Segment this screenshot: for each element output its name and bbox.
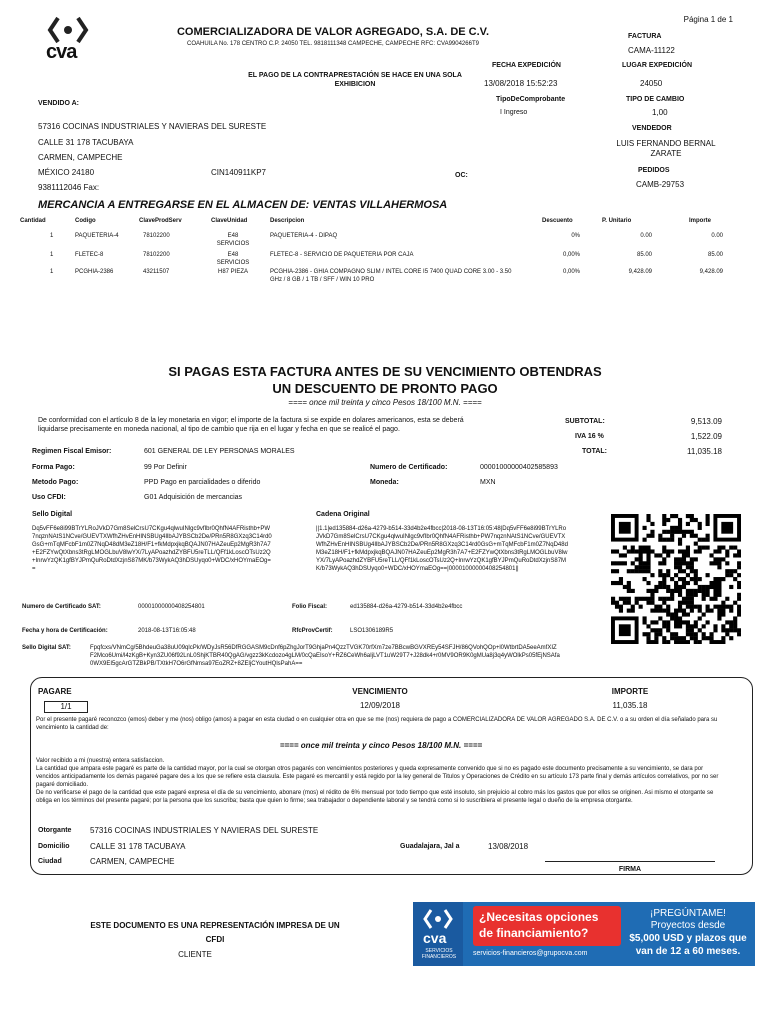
ad-email: servicios-financieros@grupocva.com <box>473 950 588 957</box>
total-label: TOTAL: <box>582 448 608 455</box>
cliente-phone: 9381112046 Fax: <box>38 183 100 192</box>
tipo-cambio-value: 1,00 <box>652 108 668 117</box>
sello-sat-text: Fpqfcxs/VNmCg/5BhdeuGa38uU09qlcPk/WDyJsR56DfRGGASM9cDnf6pZhgJorT9GhjaPn4QzzTVGK70rfXm7ze7BBcwBGVXREy54SFJH/86QVohQOp+l0WtbrtDA5eeAmfXIZF2Mco6Umi/l4zKgB+Kyn3ZU06f92LnL0ShjKTBR40QgAG/vgzz3kKcdozo4gLM/0cQaEIsoY+RZ6CeWh6aIjLVT1uW29T7+J28dk4+r0MV9OR9K0gMUa8j3q4yWOlkPs05fEjNSAfa0WX9EI5gcArGTZBkPB/TXtkH7O6rGfNmsa97EoZRZ+8ZEljCYoutHQlsPahA== <box>90 645 560 667</box>
table-row: 1 PAQUETERIA-4 78102200 E48 SERVICIOS PAQUETERIA-4 - DIPAQ 0% 0.00 0.00 <box>50 233 723 247</box>
ad-r4: van de 12 a 60 meses. <box>635 946 741 957</box>
folio-label: Folio Fiscal: <box>292 604 328 610</box>
pagare-fecha: 13/08/2018 <box>488 842 529 851</box>
pagare-text4: De no verificarse el pago de la cantidad que este pagaré expresa el día de su vencimiento, abonare (mos) el rédito de 6% mensual por todo tiempo que esté insoluto, sin prejuicio al cobro más los gastos que por ellos se originen. Asi mismo el otorgante se obliga en los términos del presente pagaré; por la persona que los suscriba; basta que quien lo firme; sea trabajador o dependiente laboral y se tendrá como si lo suscribiera el presente legal o dueño de la empresa otorgante. <box>36 790 714 804</box>
pedidos-label: PEDIDOS <box>638 167 670 174</box>
importe-label: IMPORTE <box>611 687 649 696</box>
forma-value: 99 Por Definir <box>144 464 187 471</box>
metodo-label: Metodo Pago: <box>32 479 79 486</box>
cliente-rfc: CIN140911KP7 <box>211 168 266 177</box>
factura-value: CAMA-11122 <box>628 46 675 55</box>
pago-note: EL PAGO DE LA CONTRAPRESTACIÓN SE HACE EN UNA SOLA EXHIBICION <box>248 72 462 88</box>
regimen-value: 601 GENERAL DE LEY PERSONAS MORALES <box>144 448 295 455</box>
firma-label: FIRMA <box>618 866 642 873</box>
iva-label: IVA 16 % <box>575 433 604 440</box>
subtotal-value: 9,513.09 <box>690 417 722 426</box>
sello-sat-label: Sello Digital SAT: <box>22 645 71 651</box>
uso-value: G01 Adquisición de mercancias <box>144 494 243 501</box>
vendedor-value: LUIS FERNANDO BERNAL ZARATE <box>616 139 716 158</box>
col-descuento: Descuento <box>542 218 573 224</box>
table-row: 1 PCGHIA-2386 43211507 H87 PIEZA PCGHIA-2386 - GHIA COMPAGNO SLIM / INTEL CORE I5 7400 QUAD CORE 3.00 - 3.50 GHz / 8 GB / 1 TB / SFF / WIN 10 PRO 0,00% 9,428.09 9,428.09 <box>50 269 723 283</box>
importe-value: 11,035.18 <box>612 701 648 710</box>
ciudad-label: Ciudad <box>38 858 62 865</box>
pagare-lugar: Guadalajara, Jal a <box>400 843 460 850</box>
financing-ad <box>413 902 755 966</box>
tipo-cambio-label: TIPO DE CAMBIO <box>626 96 685 103</box>
fecha-cert-value: 2018-08-13T16:05:48 <box>138 628 196 634</box>
fecha-label: FECHA EXPEDICIÓN <box>492 62 561 69</box>
domicilio-value: CALLE 31 178 TACUBAYA <box>90 842 186 851</box>
col-clave: ClaveProdServ <box>139 218 182 224</box>
factura-label: FACTURA <box>628 33 662 40</box>
pagare-label: PAGARE <box>38 687 72 696</box>
cliente-city: CARMEN, CAMPECHE <box>38 153 123 162</box>
ad-r1: ¡PREGÚNTAME! <box>650 908 726 919</box>
forma-label: Forma Pago: <box>32 464 75 471</box>
cliente-name: 57316 COCINAS INDUSTRIALES Y NAVIERAS DEL SURESTE <box>38 122 267 131</box>
footer-line3: CLIENTE <box>178 950 212 959</box>
sello-text: Dq5vFF6e8i99BTrYLRoJVkD7Gm8SelCrsU7CKgu4qlwuINlgc9vfIbr0QhfN4AFRisthb+PW7nqznNAtS1NCve/GUEVTXWfhZHvEnHINSBUg4IlbAJYBSCb2De/PRn5R8GXzq3C14rd0GsG+mTqMFcbF1m0Z7NqD48dM3eZ18H/F1+fkMdpxjkqBQAJN07HAZeuEp2MgR3h7A7+E2FZYwQtXbns3tRgLMOGLbuV8lwYX/7LyAPoazhdZYBFU5reTLL/QFf1kLoscOTsUz2Q+InrwYzQK1gfBYJPmQuRoDtdXzjnS87MK/b73WykAQ3hDSUyqo0+WDC/xHOYmaEOg== <box>32 526 272 572</box>
cert-sat-label: Numero de Certificado SAT: <box>22 604 101 610</box>
lugar-value: 24050 <box>640 79 663 88</box>
ad-r2: Proyectos desde <box>650 920 726 931</box>
pagare-text3: La cantidad que ampara este pagaré es parte de la cantidad mayor, por la cual se otorgan otros pagarés con vencimientos posteriores y queda expresamente convenido que si no es pagado este documento precisamente a su vencimiento, se dara por vencidos anticipadamente los demás pagareé pagare des a los que se refiere esta clausula. Este pagaré es mercantil y está regido por la ley general de Titulos y Operaciones de Crédito en su artículo 173 parte final y demás artículos correlativos, por no ser pagaré domiciliado. <box>36 766 719 788</box>
domicilio-label: Domicilio <box>38 843 70 850</box>
iva-value: 1,522.09 <box>690 432 722 441</box>
cliente-street: CALLE 31 178 TACUBAYA <box>38 138 134 147</box>
otorgante-label: Otorgante <box>38 827 72 834</box>
cva-logo: cva <box>40 14 96 62</box>
pagare-text1: Por el presente pagaré reconozco (emos) deber y me (nos) obligo (amos) a pagar en esta ciudad o en cualquier otra en que se me (nos) requiera de pago a COMERCIALIZADORA DE VALOR AGREGADO S.A. DE C.V. o a su orden el día señalado para su vencimiento la cantidad de: <box>36 717 718 731</box>
rfc-prov-label: RfcProvCertif: <box>292 628 333 634</box>
oc-label: OC: <box>455 172 468 179</box>
cert-sat-value: 00001000000408254801 <box>138 604 205 610</box>
legal-note: De conformidad con el artículo 8 de la ley monetaria en vigor; el importe de la factura si se expide en dolares americanos, esta se deberá liquidarse precisamente en moneda nacional, al tipo de cambio que rija en el lugar y fecha en que se realicé el pago. <box>38 417 464 433</box>
fecha-cert-label: Fecha y hora de Certificación: <box>22 628 108 634</box>
cert-label: Numero de Certificado: <box>370 464 448 471</box>
col-cantidad: Cantidad <box>20 218 46 224</box>
lugar-label: LUGAR EXPEDICIÓN <box>622 62 693 69</box>
vendido-label: VENDIDO A: <box>38 100 79 107</box>
ciudad-value: CARMEN, CAMPECHE <box>90 857 175 866</box>
otorgante-value: 57316 COCINAS INDUSTRIALES Y NAVIERAS DEL SURESTE <box>90 826 319 835</box>
cadena-text: ||1.1|ed135884-d26a-4279-b514-33d4b2e4fbcc|2018-08-13T16:05:48|Dq5vFF6e8i99BTrYLRoJVkD7Gm8SelCrsU7CKgu4qlwuINlgc9vfIbr0QhfN4AFRisthb+PW7nqznNAtS1NCve/GUEVTXWfhZHvEnHINSBUg4IlbAJYBSCb2De/PRn5R8GXzq3C14rd0GsG+mTqMFcbF1m0Z7NqD48dM3eZ18H/F1+fkMdpxjkqBQAJN07HAZeuEp2MgR3h7A7+E2FZYwQtXbns3tRgLMOGLbuV8lwYX/7LyAPoazhdZYBFU5reTLL/QFf1kLoscOTsUz2Q+InrwYzQK1gfBYJPmQuRoDtdXzjnS87MK/b73WykAQ3hDSUyqo0+WDC/xHOYmaEOg==|00001000000408254801|| <box>316 526 568 572</box>
tipo-comp-label: TipoDeComprobante <box>496 96 566 103</box>
venc-label: VENCIMIENTO <box>352 687 408 696</box>
ad-r3: $5,000 USD y plazos que <box>629 933 747 944</box>
ad-headline: ¿Necesitas opciones de financiamiento? <box>473 906 621 946</box>
sello-label: Sello Digital <box>32 511 73 518</box>
folio-value: ed135884-d26a-4279-b514-33d4b2e4fbcc <box>350 604 463 610</box>
subtotal-label: SUBTOTAL: <box>565 418 605 425</box>
mercancia-title: MERCANCIA A ENTREGARSE EN EL ALMACEN DE: VENTAS VILLAHERMOSA <box>38 199 448 211</box>
col-unidad: ClaveUnidad <box>211 218 248 224</box>
cliente-country: MÉXICO 24180 <box>38 168 95 177</box>
footer-line1: ESTE DOCUMENTO ES UNA REPRESENTACIÓN IMPRESA DE UN <box>90 921 340 930</box>
rfc-prov-value: LSO1306189R5 <box>350 628 394 634</box>
promo-line2: UN DESCUENTO DE PRONTO PAGO <box>272 381 498 396</box>
venc-value: 12/09/2018 <box>359 701 401 710</box>
pagare-words: ==== once mil treinta y cinco Pesos 18/100 M.N. ==== <box>279 741 483 750</box>
col-codigo: Codigo <box>75 218 96 224</box>
ad-logo: cva SERVICIOS FINANCIEROS <box>413 902 463 966</box>
firma-line <box>545 861 715 862</box>
promo-amount-words: ==== once mil treinta y cinco Pesos 18/100 M.N. ==== <box>288 398 482 407</box>
footer-line2: CFDI <box>205 935 225 944</box>
pedidos-value: CAMB-29753 <box>636 180 685 189</box>
pagare-text2: Valor recibido a mi (nuestra) entera satisfaccion. <box>36 758 165 764</box>
page-number: Página 1 de 1 <box>683 15 733 24</box>
company-name: COMERCIALIZADORA DE VALOR AGREGADO, S.A. DE C.V. <box>176 26 490 38</box>
tipo-comp-value: I Ingreso <box>500 109 528 116</box>
col-importe: Importe <box>689 218 712 224</box>
regimen-label: Regimen Fiscal Emisor: <box>32 448 112 455</box>
moneda-value: MXN <box>480 479 496 486</box>
metodo-value: PPD Pago en parcialidades o diferido <box>144 479 261 486</box>
moneda-label: Moneda: <box>370 479 399 486</box>
cadena-label: Cadena Original <box>316 511 370 518</box>
cert-value: 00001000000402585893 <box>480 464 558 471</box>
promo-line1: SI PAGAS ESTA FACTURA ANTES DE SU VENCIMIENTO OBTENDRAS <box>168 364 602 379</box>
col-unitario: P. Unitario <box>602 218 632 224</box>
table-row: 1 FLETEC-8 78102200 E48 SERVICIOS FLETEC-8 - SERVICIO DE PAQUETERIA POR CAJA 0,00% 85.00 85.00 <box>50 252 723 266</box>
qr-code <box>611 514 741 644</box>
company-address: COAHUILA No. 178 CENTRO C.P. 24050 TEL. 9818111348 CAMPECHE, CAMPECHE RFC: CVA9904266T9 <box>187 41 479 47</box>
vendedor-label: VENDEDOR <box>632 125 672 132</box>
total-value: 11,035.18 <box>687 447 722 456</box>
uso-label: Uso CFDI: <box>32 494 66 501</box>
col-descripcion: Descripcion <box>270 218 305 224</box>
fecha-value: 13/08/2018 15:52:23 <box>484 79 558 88</box>
pagare-number: 1/1 <box>44 701 88 713</box>
